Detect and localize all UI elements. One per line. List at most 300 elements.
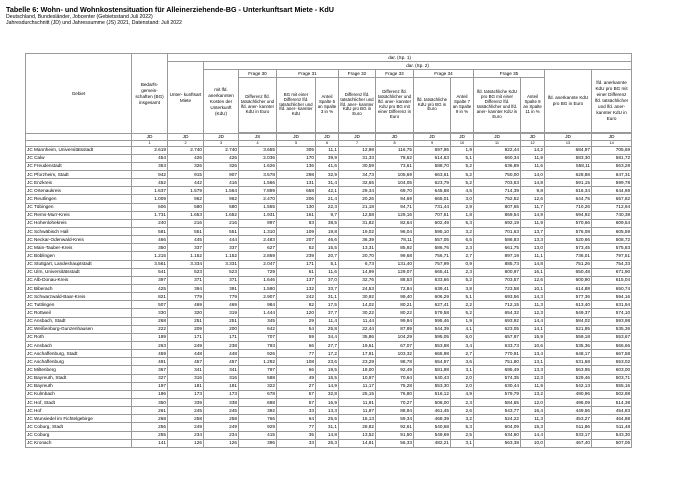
row-value: 23,6 xyxy=(316,358,339,366)
row-value: 703,57 xyxy=(474,276,521,284)
row-value: 807,65 xyxy=(474,203,521,211)
row-value: 2,3 xyxy=(451,244,474,252)
row-value: 5,1 xyxy=(316,260,339,268)
row-region-name: JC Ansbach, Stadt xyxy=(26,317,132,325)
row-value: 14,1 xyxy=(521,325,545,333)
row-value: 2,7 xyxy=(451,252,474,260)
row-region-name: JC Roth xyxy=(26,333,132,341)
row-value: 442 xyxy=(168,179,204,187)
row-value: 216 xyxy=(204,219,239,227)
row-value: 449,56 xyxy=(545,407,592,415)
row-region-name: JC Rems-Murr-Kreis xyxy=(26,211,132,219)
row-value: 2,0 xyxy=(451,374,474,382)
row-value: 78,62 xyxy=(376,154,414,162)
row-value: 574,35 xyxy=(474,374,521,382)
row-value: 13,52 xyxy=(339,431,376,439)
row-value: 657,82 xyxy=(592,195,632,203)
row-value: 586,76 xyxy=(414,244,451,252)
row-value: 1.152 xyxy=(168,252,204,260)
row-region-name: JC Bayreuth xyxy=(26,382,132,390)
row-value: 20,26 xyxy=(339,195,376,203)
unit-cell: JD xyxy=(132,134,168,141)
row-value: 15,5 xyxy=(316,374,339,382)
row-region-name: JC Pforzheim, Stadt xyxy=(26,171,132,179)
row-region-name: JC Reutlingen xyxy=(26,195,132,203)
row-value: 426 xyxy=(168,154,204,162)
row-value: 16,9 xyxy=(316,398,339,406)
row-value: 2,5 xyxy=(451,431,474,439)
row-value: 251 xyxy=(168,317,204,325)
row-value: 444 xyxy=(204,236,239,244)
row-value: 104,29 xyxy=(376,333,414,341)
row-value: 75,28 xyxy=(376,382,414,390)
row-region-name: JC Aschaffenburg xyxy=(26,358,132,366)
row-value: 10,0 xyxy=(521,439,545,447)
row-value: 29 xyxy=(277,317,316,325)
row-value: 549,37 xyxy=(545,309,592,317)
row-value: 496,09 xyxy=(545,398,592,406)
row-value: 2.483 xyxy=(239,236,277,244)
row-value: 32,65 xyxy=(339,179,376,187)
row-region-name: JC Ortenaukreis xyxy=(26,187,132,195)
row-value: 2,6 xyxy=(451,407,474,415)
row-value: 606 xyxy=(132,203,168,211)
row-value: 445 xyxy=(168,236,204,244)
row-value: 234 xyxy=(168,431,204,439)
row-value: 38,5 xyxy=(316,219,339,227)
row-value: 181 xyxy=(204,382,239,390)
row-value: 5,3 xyxy=(451,423,474,431)
row-value: 131,40 xyxy=(376,260,414,268)
row-value: 33 xyxy=(277,439,316,447)
unit-cell: JD xyxy=(451,134,474,141)
row-value: 599,78 xyxy=(592,179,632,187)
row-value: 1.646 xyxy=(239,276,277,284)
row-value: 5,2 xyxy=(451,276,474,284)
row-value: 563,28 xyxy=(592,162,632,170)
column-number: 6 xyxy=(316,141,339,147)
row-value: 779 xyxy=(204,293,239,301)
row-value: 242 xyxy=(277,293,316,301)
row-value: 29,34 xyxy=(339,187,376,195)
row-value: 461,45 xyxy=(414,407,451,415)
row-value: 129,16 xyxy=(376,211,414,219)
row-value: 263 xyxy=(132,341,168,349)
row-value: 27,7 xyxy=(316,341,339,349)
table-row xyxy=(26,309,696,317)
row-value: 962 xyxy=(168,195,204,203)
row-value: 609,54 xyxy=(592,219,632,227)
row-value: 1.566 xyxy=(239,179,277,187)
row-value: 705,69 xyxy=(592,146,632,154)
row-value: 575,83 xyxy=(592,244,632,252)
table-row xyxy=(26,203,696,211)
row-value: 581 xyxy=(132,228,168,236)
header-col-14: lfd. anerkannte KdU pro BG mit einer Differenz lfd. tatsächlicher und lfd. aner- kannter KdU in Euro xyxy=(592,70,632,133)
table-row xyxy=(26,366,696,374)
row-value: 99,68 xyxy=(376,252,414,260)
row-region-name: JC Kulmbach xyxy=(26,390,132,398)
row-value: 639,41 xyxy=(414,284,451,292)
row-value: 579,58 xyxy=(414,309,451,317)
table-subtitle: Deutschland, Bundesländer, Jobcenter (Gebietsstand Juli 2022) xyxy=(6,14,153,20)
row-value: 574,10 xyxy=(592,309,632,317)
row-value: 714,39 xyxy=(474,187,521,195)
row-value: 94,71 xyxy=(376,203,414,211)
row-value: 573,45 xyxy=(545,244,592,252)
row-value: 207 xyxy=(277,236,316,244)
row-value: 529,46 xyxy=(545,374,592,382)
row-value: 322 xyxy=(239,382,277,390)
table-row xyxy=(26,211,696,219)
row-value: 12,6 xyxy=(521,276,545,284)
row-value: 650,74 xyxy=(592,284,632,292)
header-frage-31: Frage 31 xyxy=(277,70,339,78)
row-value: 542,13 xyxy=(545,382,592,390)
row-value: 23,29 xyxy=(339,358,376,366)
row-value: 78,11 xyxy=(376,236,414,244)
row-value: 27 xyxy=(277,382,316,390)
row-value: 797 xyxy=(239,366,277,374)
row-value: 757,99 xyxy=(414,260,451,268)
row-value: 5,2 xyxy=(451,179,474,187)
row-value: 13,3 xyxy=(521,366,545,374)
row-value: 962 xyxy=(204,195,239,203)
row-value: 34,73 xyxy=(339,171,376,179)
row-value: 3,1 xyxy=(451,366,474,374)
row-value: 77 xyxy=(277,423,316,431)
row-value: 34,4 xyxy=(316,333,339,341)
column-number: 2 xyxy=(168,141,204,147)
row-value: 59,34 xyxy=(376,415,414,423)
row-value: 14,0 xyxy=(521,171,545,179)
row-value: 594,16 xyxy=(592,293,632,301)
row-value: 633,73 xyxy=(474,341,521,349)
row-value: 57 xyxy=(277,398,316,406)
row-value: 595,10 xyxy=(414,228,451,236)
row-value: 469 xyxy=(168,301,204,309)
row-value: 37,7 xyxy=(316,309,339,317)
row-value: 5,1 xyxy=(451,293,474,301)
row-value: 614,63 xyxy=(414,154,451,162)
row-value: 319 xyxy=(204,309,239,317)
row-value: 256 xyxy=(132,423,168,431)
row-value: 523 xyxy=(204,268,239,276)
row-value: 16,1 xyxy=(521,268,545,276)
table-row xyxy=(26,358,696,366)
row-value: 85,92 xyxy=(376,244,414,252)
row-value: 19,8 xyxy=(316,228,339,236)
row-value: 647,31 xyxy=(592,171,632,179)
header-group-sp2: dar. (Sp. 2) xyxy=(204,62,632,70)
header-frage-32: Frage 32 xyxy=(339,70,376,78)
row-value: 31,1 xyxy=(316,293,339,301)
row-value: 54 xyxy=(277,325,316,333)
row-value: 482,21 xyxy=(414,439,451,447)
row-value: 4,1 xyxy=(451,325,474,333)
row-value: 36,39 xyxy=(339,236,376,244)
row-value: 2,3 xyxy=(451,398,474,406)
row-value: 31,33 xyxy=(339,154,376,162)
row-value: 514,38 xyxy=(592,398,632,406)
table-row xyxy=(26,219,696,227)
header-frage-34: Frage 34 xyxy=(414,70,474,78)
row-region-name: JC Neckar-Odenwald-Kreis xyxy=(26,236,132,244)
row-value: 415 xyxy=(239,431,277,439)
row-value: 11,44 xyxy=(339,317,376,325)
row-value: 511,48 xyxy=(592,423,632,431)
row-value: 907 xyxy=(204,171,239,179)
row-value: 797,51 xyxy=(592,252,632,260)
row-value: 181 xyxy=(168,382,204,390)
row-value: 523 xyxy=(168,268,204,276)
row-value: 616,34 xyxy=(545,187,592,195)
row-value: 20,7 xyxy=(316,252,339,260)
row-value: 448 xyxy=(204,350,239,358)
unit-cell: JD xyxy=(521,134,545,141)
row-value: 756,71 xyxy=(414,252,451,260)
row-value: 627 xyxy=(239,244,277,252)
row-value: 10,6 xyxy=(521,341,545,349)
row-value: 14,2 xyxy=(521,146,545,154)
row-value: 6,0 xyxy=(451,333,474,341)
unit-cell: JS xyxy=(239,134,277,141)
row-value: 3,4 xyxy=(451,341,474,349)
table-row xyxy=(26,195,696,203)
row-value: 563,95 xyxy=(545,366,592,374)
row-value: 268 xyxy=(132,317,168,325)
row-value: 82 xyxy=(277,301,316,309)
row-value: 173 xyxy=(168,390,204,398)
row-value: 11,17 xyxy=(339,382,376,390)
row-value: 633,66 xyxy=(414,276,451,284)
row-value: 628,88 xyxy=(545,171,592,179)
table-row xyxy=(26,390,696,398)
row-value: 80,22 xyxy=(376,309,414,317)
row-region-name: JC Hof xyxy=(26,407,132,415)
row-value: 459 xyxy=(132,350,168,358)
row-value: 579,79 xyxy=(474,390,521,398)
row-region-name: JC Enzkreis xyxy=(26,179,132,187)
row-value: 15,5 xyxy=(316,244,339,252)
row-value: 3.561 xyxy=(132,260,168,268)
row-value: 13,3 xyxy=(521,236,545,244)
row-region-name: JC Coburg xyxy=(26,431,132,439)
row-region-name: JC Mannheim, Universitätsstadt xyxy=(26,146,132,154)
row-value: 1.579 xyxy=(168,187,204,195)
row-value: 1.637 xyxy=(132,187,168,195)
row-value: 25,8 xyxy=(316,325,339,333)
row-value: 25,15 xyxy=(339,390,376,398)
row-value: 2.470 xyxy=(239,195,277,203)
row-region-name: JC Schwäbisch Hall xyxy=(26,228,132,236)
row-value: 426 xyxy=(204,154,239,162)
header-col-13: lfd. anerkannte KdU pro BG in Euro xyxy=(545,70,592,133)
row-value: 2,3 xyxy=(451,268,474,276)
row-value: 11,1 xyxy=(521,252,545,260)
unit-cell: JD xyxy=(277,134,316,141)
row-value: 452 xyxy=(132,179,168,187)
row-value: 653,02 xyxy=(592,358,632,366)
row-value: 12,3 xyxy=(521,309,545,317)
row-value: 83 xyxy=(277,219,316,227)
table-row xyxy=(26,382,696,390)
row-value: 541 xyxy=(132,268,168,276)
unit-cell: JD xyxy=(168,134,204,141)
row-value: 2.036 xyxy=(239,154,277,162)
table-body xyxy=(26,146,696,447)
row-value: 120 xyxy=(277,309,316,317)
row-value: 396 xyxy=(239,439,277,447)
row-value: 316 xyxy=(168,374,204,382)
row-value: 740,38 xyxy=(592,211,632,219)
row-value: 697,95 xyxy=(414,146,451,154)
row-value: 32,76 xyxy=(339,276,376,284)
row-value: 2,0 xyxy=(451,382,474,390)
row-value: 693,92 xyxy=(474,317,521,325)
row-value: 171 xyxy=(204,333,239,341)
row-value: 32,8 xyxy=(316,390,339,398)
row-value: 5,1 xyxy=(451,154,474,162)
row-value: 200 xyxy=(204,325,239,333)
row-value: 12,98 xyxy=(339,146,376,154)
header-col-3: mit lfd. anerkannten Kosten der Unterkunft (KdU) xyxy=(204,70,239,134)
row-region-name: JC Calw xyxy=(26,154,132,162)
row-value: 131 xyxy=(277,179,316,187)
table-row xyxy=(26,407,696,415)
row-value: 14,8 xyxy=(316,431,339,439)
row-value: 2,2 xyxy=(451,301,474,309)
row-value: 553,67 xyxy=(592,333,632,341)
table-row xyxy=(26,350,696,358)
row-value: 630,44 xyxy=(474,382,521,390)
row-value: 3,2 xyxy=(451,228,474,236)
row-value: 454 xyxy=(132,154,168,162)
row-value: 1.152 xyxy=(204,252,239,260)
row-value: 251 xyxy=(204,317,239,325)
row-value: 1.626 xyxy=(239,162,277,170)
row-value: 692,19 xyxy=(474,219,521,227)
row-value: 581,72 xyxy=(592,154,632,162)
row-value: 2.619 xyxy=(132,146,168,154)
row-value: 731,44 xyxy=(414,203,451,211)
row-value: 10,1 xyxy=(521,284,545,292)
row-value: 239 xyxy=(277,252,316,260)
row-value: 6,73 xyxy=(339,260,376,268)
row-value: 14,9 xyxy=(521,211,545,219)
row-value: 371 xyxy=(168,276,204,284)
row-value: 543,77 xyxy=(474,407,521,415)
row-value: 130 xyxy=(277,203,316,211)
row-value: 467,40 xyxy=(545,439,592,447)
row-value: 658 xyxy=(277,187,316,195)
row-region-name: JC Aschaffenburg, Stadt xyxy=(26,350,132,358)
row-region-name: JC Alb-Donau-Kreis xyxy=(26,276,132,284)
row-value: 11,87 xyxy=(339,407,376,415)
row-value: 392 xyxy=(239,407,277,415)
row-value: 466 xyxy=(132,236,168,244)
table-row xyxy=(26,439,696,447)
row-value: 606,29 xyxy=(414,293,451,301)
table-row xyxy=(26,244,696,252)
row-value: 2.869 xyxy=(239,252,277,260)
row-region-name: JC Main-Tauber-Kreis xyxy=(26,244,132,252)
row-value: 337 xyxy=(168,244,204,252)
row-region-name: JC Bayreuth, Stadt xyxy=(26,374,132,382)
row-value: 2.907 xyxy=(239,293,277,301)
row-value: 13,4 xyxy=(521,350,545,358)
row-value: 588,70 xyxy=(414,162,451,170)
row-value: 64 xyxy=(277,415,316,423)
row-value: 126 xyxy=(204,439,239,447)
row-value: 22,3 xyxy=(316,203,339,211)
row-value: 32,9 xyxy=(316,171,339,179)
row-value: 729 xyxy=(239,268,277,276)
table-row xyxy=(26,284,696,292)
row-value: 22,44 xyxy=(339,325,376,333)
row-value: 540,43 xyxy=(414,374,451,382)
row-value: 503,71 xyxy=(592,374,632,382)
row-value: 584,02 xyxy=(545,317,592,325)
row-value: 105,69 xyxy=(376,171,414,179)
header-col-2: Unter- kunftsart Miete xyxy=(168,62,204,134)
row-value: 707 xyxy=(239,333,277,341)
column-number: 13 xyxy=(545,141,592,147)
row-value: 14,81 xyxy=(339,439,376,447)
row-value: 14,8 xyxy=(521,179,545,187)
row-value: 926 xyxy=(239,350,277,358)
row-value: 3.334 xyxy=(168,260,204,268)
row-value: 11,9 xyxy=(521,219,545,227)
row-value: 116,75 xyxy=(376,146,414,154)
row-value: 736,01 xyxy=(545,252,592,260)
row-value: 249 xyxy=(204,423,239,431)
column-number: 3 xyxy=(204,141,239,147)
row-value: 35,86 xyxy=(339,333,376,341)
row-value: 507 xyxy=(132,301,168,309)
row-value: 570,66 xyxy=(545,219,592,227)
row-value: 558,11 xyxy=(545,162,592,170)
row-value: 31,82 xyxy=(339,219,376,227)
row-value: 603,00 xyxy=(592,366,632,374)
row-value: 490,96 xyxy=(545,390,592,398)
row-value: 660,34 xyxy=(474,154,521,162)
row-value: 350 xyxy=(132,244,168,252)
table-row xyxy=(26,317,696,325)
column-number: 10 xyxy=(451,141,474,147)
row-value: 557,05 xyxy=(414,236,451,244)
row-value: 416 xyxy=(204,179,239,187)
row-region-name: JC Rottweil xyxy=(26,309,132,317)
header-col-1: Bedarfs- gemein- schaften (BG) insgesamt xyxy=(132,54,168,134)
row-value: 5,2 xyxy=(451,171,474,179)
row-value: 173 xyxy=(204,390,239,398)
row-value: 11,3 xyxy=(521,301,545,309)
table-row xyxy=(26,154,696,162)
column-number: 12 xyxy=(521,141,545,147)
unit-cell: JD xyxy=(474,134,521,141)
row-value: 648,17 xyxy=(545,350,592,358)
row-value: 754,33 xyxy=(592,260,632,268)
row-value: 59 xyxy=(277,333,316,341)
row-value: 11,7 xyxy=(521,203,545,211)
row-value: 13,0 xyxy=(521,244,545,252)
row-value: 1.310 xyxy=(239,228,277,236)
table-row xyxy=(26,260,696,268)
row-value: 258 xyxy=(204,415,239,423)
table-row xyxy=(26,301,696,309)
header-col-6: Anteil Spalte 5 an Spalte 3 in % xyxy=(316,78,339,133)
